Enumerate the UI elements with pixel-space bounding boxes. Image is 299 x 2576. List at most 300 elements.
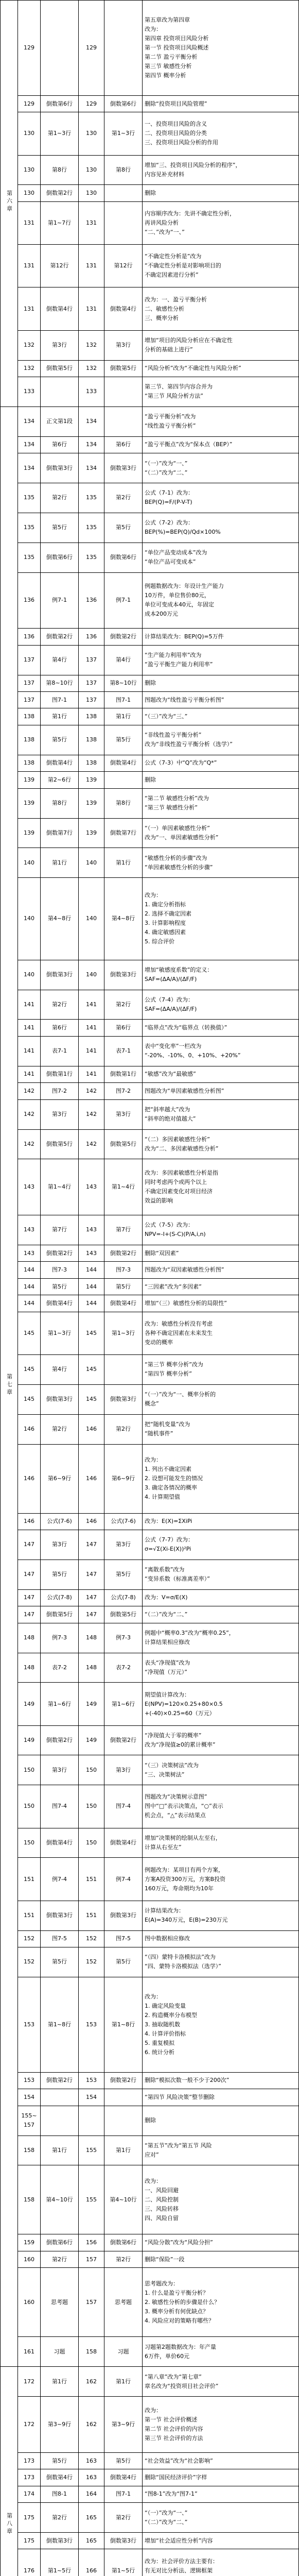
new-page-cell: 141	[79, 990, 104, 1020]
change-content-cell: “单位产品变动成本”改为 “单位产品可变成本”	[143, 543, 299, 572]
table-row	[1, 330, 299, 360]
new-location-cell: 倒数第3行	[104, 2533, 143, 2549]
new-page-cell: 135	[79, 513, 104, 543]
orig-page-cell: 149	[18, 1683, 41, 1725]
new-location-cell: 第1行	[104, 848, 143, 878]
orig-page-cell: 139	[18, 772, 41, 788]
chapter-cell	[1, 1, 18, 407]
orig-location-cell: 图8-1	[41, 2486, 79, 2502]
new-location-cell: 第2行	[104, 483, 143, 513]
orig-page-cell: 137	[18, 691, 41, 708]
new-location-cell: 倒数第4行	[104, 1828, 143, 1858]
orig-location-cell: 第6~9行	[41, 1444, 79, 1513]
new-location-cell: 图7-1	[104, 2486, 143, 2502]
new-page-cell: 148	[79, 1653, 104, 1683]
new-page-cell: 132	[79, 360, 104, 377]
new-page-cell: 137	[79, 691, 104, 708]
new-location-cell: 图7-2	[104, 1083, 143, 1099]
table-row	[1, 2234, 299, 2251]
change-content-cell: “敏感性分析的步骤”改为 “单因素敏感性分析的步骤”	[143, 848, 299, 878]
change-content-cell: 习题第2题数据改为：年产量 6万件，单价60元	[143, 2337, 299, 2367]
orig-page-cell: 140	[18, 848, 41, 878]
new-location-cell	[104, 185, 143, 201]
orig-location-cell: 图7-3	[41, 1262, 79, 1278]
new-location-cell: 第5行	[104, 1947, 143, 1977]
orig-location-cell: 表7-2	[41, 1653, 79, 1683]
new-page-cell: 153	[79, 2072, 104, 2089]
orig-location-cell: 倒数第5行	[41, 1606, 79, 1623]
table-row	[1, 2106, 299, 2136]
new-page-cell: 147	[79, 1560, 104, 1589]
orig-page-cell: 151	[18, 1901, 41, 1930]
new-page-cell: 155	[79, 2165, 104, 2234]
change-content-cell: 图题改为“线性盈亏平衡分析图”	[143, 691, 299, 708]
orig-location-cell: 第6行	[41, 436, 79, 453]
orig-page-cell: 174	[18, 2486, 41, 2502]
table-row	[1, 1278, 299, 1295]
new-page-cell: 130	[79, 185, 104, 201]
new-page-cell: 146	[79, 1513, 104, 1530]
orig-page-cell: 144	[18, 1295, 41, 1312]
change-content-cell: 改为： 一、风险回避 二、风险控制 三、风险转移 四、风险自留	[143, 2165, 299, 2234]
new-page-cell: 153	[79, 1977, 104, 2072]
change-content-cell: 改为：一、盈亏平衡分析 二、敏感性分析 三、概率分析	[143, 287, 299, 330]
orig-location-cell: 倒数第2行	[41, 185, 79, 201]
table-row	[1, 1606, 299, 1623]
change-content-cell: “第三节 概率分析”改为 “第四节 概率分析”	[143, 1354, 299, 1384]
orig-page-cell: 138	[18, 725, 41, 755]
orig-page-cell: 172	[18, 2367, 41, 2397]
orig-page-cell: 148	[18, 1653, 41, 1683]
new-location-cell	[104, 201, 143, 244]
new-location-cell: 图7-1	[104, 691, 143, 708]
table-row	[1, 2503, 299, 2533]
orig-location-cell: 第1行	[41, 2136, 79, 2165]
orig-page-cell: 136	[18, 629, 41, 645]
orig-page-cell: 142	[18, 1083, 41, 1099]
new-location-cell: 第2行	[104, 990, 143, 1020]
new-location-cell: 倒数第5行	[104, 360, 143, 377]
orig-page-cell: 176	[18, 2549, 41, 2576]
table-row	[1, 1159, 299, 1215]
new-page-cell: 163	[79, 2452, 104, 2469]
orig-location-cell: 习题	[41, 2337, 79, 2367]
table-row	[1, 2367, 299, 2397]
change-content-cell: 改为：V=σ/E(X)	[143, 1589, 299, 1606]
orig-location-cell: 第4~8行	[41, 878, 79, 960]
table-row	[1, 1245, 299, 1261]
table-row	[1, 1930, 299, 1947]
new-location-cell: 第6~9行	[104, 1444, 143, 1513]
new-location-cell: 第6行	[104, 1020, 143, 1036]
new-page-cell: 145	[79, 1312, 104, 1354]
new-page-cell: 146	[79, 1444, 104, 1513]
change-content-cell: 公式（7-5）改为： NPV=-I+(S-C)(P/A,i,n)	[143, 1215, 299, 1245]
change-content-cell: 改为： 1. 确定风险变量 2. 构造概率分布模型 3. 抽取随机数 4. 计算评价指标 5. 重复模拟 6. 统计分析	[143, 1977, 299, 2072]
table-row	[1, 2452, 299, 2469]
table-row	[1, 1513, 299, 1530]
table-row	[1, 543, 299, 572]
chapter-label: 第七章	[6, 1374, 13, 1397]
new-page-cell: 141	[79, 1036, 104, 1066]
orig-page-cell: 142	[18, 1099, 41, 1129]
new-location-cell: 例7-1	[104, 572, 143, 629]
orig-page-cell: 144	[18, 1278, 41, 1295]
orig-location-cell: 图7-1	[41, 691, 79, 708]
change-content-cell: “（二）”改为“二、”	[143, 1606, 299, 1623]
change-content-cell: 把“随机变量”改为 “随机事件”	[143, 1414, 299, 1444]
orig-page-cell: 147	[18, 1560, 41, 1589]
change-content-cell: “第五节”改为“第五节 风险 应对”	[143, 2136, 299, 2165]
orig-location-cell: 倒数第5行	[41, 1129, 79, 1159]
new-page-cell: 145	[79, 1354, 104, 1384]
orig-page-cell: 136	[18, 572, 41, 629]
change-content-cell: 删除	[143, 675, 299, 691]
table-row	[1, 483, 299, 513]
orig-page-cell: 173	[18, 2469, 41, 2486]
orig-location-cell: 第5行	[41, 1947, 79, 1977]
new-location-cell: 第3~9行	[104, 2397, 143, 2453]
new-location-cell: 图7-5	[104, 1930, 143, 1947]
new-page-cell: 137	[79, 675, 104, 691]
new-page-cell: 163	[79, 2469, 104, 2486]
table-row	[1, 2165, 299, 2234]
change-content-cell: 删除“双因素”	[143, 1245, 299, 1261]
orig-page-cell: 147	[18, 1589, 41, 1606]
new-page-cell: 136	[79, 572, 104, 629]
orig-location-cell: 第5行	[41, 1278, 79, 1295]
orig-page-cell: 145	[18, 1312, 41, 1354]
change-content-cell: 计算结果改为： E(A)=340万元，E(B)=230万元	[143, 1901, 299, 1930]
orig-page-cell: 143	[18, 1245, 41, 1261]
change-content-cell: 改为： 1. 列出不确定因素 2. 设想可能发生的情况 3. 确定各情况的概率 4. 计算期望值	[143, 1444, 299, 1513]
orig-location-cell: 倒数第1行	[41, 1066, 79, 1082]
change-content-cell: “生产能力利用率”改为 “盈亏平衡生产能力利用率”	[143, 645, 299, 675]
change-content-cell: 增加“敏感度系数”的定义： SAF=(ΔA/A)/(ΔF/F)	[143, 960, 299, 990]
table-row	[1, 878, 299, 960]
change-content-cell: “图8-1”改为“图7-1”	[143, 2486, 299, 2502]
table-row	[1, 436, 299, 453]
new-location-cell: 表7-2	[104, 1653, 143, 1683]
table-row	[1, 2397, 299, 2453]
new-location-cell: 第4~8行	[104, 878, 143, 960]
table-row	[1, 2486, 299, 2502]
change-content-cell: 思考题改为： 1. 什么是盈亏平衡分析？ 2. 敏感性分析的步骤是什么？ 3. 概率分析有何优缺点？ 4. 风险应对的策略有哪些？	[143, 2268, 299, 2337]
change-content-cell: “盈亏平衡分析”改为 “线性盈亏平衡分析”	[143, 406, 299, 436]
orig-location-cell	[41, 377, 79, 406]
change-content-cell: 删除“国民经济评价”字样	[143, 2469, 299, 2486]
new-location-cell: 第5行	[104, 513, 143, 543]
orig-location-cell: 第2行	[41, 483, 79, 513]
orig-location-cell: 第2行	[41, 1414, 79, 1444]
orig-location-cell: 公式(7-8)	[41, 1589, 79, 1606]
new-location-cell: 例7-4	[104, 1858, 143, 1901]
new-page-cell: 131	[79, 287, 104, 330]
new-location-cell: 第8行	[104, 155, 143, 185]
new-location-cell: 第3行	[104, 1099, 143, 1129]
table-row	[1, 406, 299, 436]
new-location-cell	[104, 2106, 143, 2136]
new-page-cell: 158	[79, 2337, 104, 2367]
orig-page-cell: 143	[18, 1215, 41, 1245]
table-row	[1, 1354, 299, 1384]
table-row	[1, 112, 299, 155]
orig-location-cell: 第4行	[41, 645, 79, 675]
change-content-cell: 图题改为“单因素敏感性分析图”	[143, 1083, 299, 1099]
change-content-cell: 改为：敏感性分析没有考虑 各种不确定因素在未来发生 变动的概率	[143, 1312, 299, 1354]
orig-page-cell: 133	[18, 377, 41, 406]
new-page-cell: 140	[79, 878, 104, 960]
new-location-cell: 第7行	[104, 1215, 143, 1245]
orig-location-cell: 第2行	[41, 2251, 79, 2267]
new-page-cell: 130	[79, 112, 104, 155]
new-page-cell: 140	[79, 960, 104, 990]
new-page-cell: 134	[79, 406, 104, 436]
orig-page-cell: 154	[18, 2089, 41, 2106]
change-content-cell: “（一）”改为“一、” “（二）”改为“二、”	[143, 453, 299, 483]
orig-location-cell: 正文第1段	[41, 406, 79, 436]
table-row	[1, 1262, 299, 1278]
orig-location-cell: 第5行	[41, 513, 79, 543]
change-content-cell: “（一）”改为“一、概率分析的 概念”	[143, 1384, 299, 1414]
new-location-cell: 倒数第6行	[104, 2234, 143, 2251]
new-page-cell: 134	[79, 436, 104, 453]
new-page-cell: 139	[79, 772, 104, 788]
orig-location-cell: 第2行	[41, 2503, 79, 2533]
chapter-cell	[1, 406, 18, 2366]
new-location-cell: 倒数第3行	[104, 453, 143, 483]
orig-page-cell: 134	[18, 406, 41, 436]
orig-page-cell: 150	[18, 1828, 41, 1858]
orig-location-cell: 倒数第3行	[41, 1384, 79, 1414]
table-row	[1, 1129, 299, 1159]
new-location-cell: 图7-4	[104, 1785, 143, 1828]
new-location-cell: 第2行	[104, 2503, 143, 2533]
change-content-cell: 一、投资项目风险的含义 二、投资项目风险的分类 三、投资项目风险分析的作用	[143, 112, 299, 155]
new-page-cell: 151	[79, 1858, 104, 1901]
table-row	[1, 2533, 299, 2549]
table-row	[1, 1083, 299, 1099]
orig-location-cell: 倒数第2行	[41, 1245, 79, 1261]
orig-location-cell: 倒数第3行	[41, 960, 79, 990]
change-content-cell: “风险分析”改为“不确定性与风险分析”	[143, 360, 299, 377]
new-location-cell: 倒数第1行	[104, 1066, 143, 1082]
new-location-cell: 第4行	[104, 645, 143, 675]
new-location-cell: 倒数第3行	[104, 960, 143, 990]
table-row	[1, 848, 299, 878]
table-row	[1, 2251, 299, 2267]
change-content-cell: 增加“三、投资项目风险分析的程序”， 内容见补充材料	[143, 155, 299, 185]
table-row	[1, 453, 299, 483]
orig-page-cell: 131	[18, 245, 41, 287]
orig-page-cell: 160	[18, 2251, 41, 2267]
change-content-cell: 图题改为“决策树示意图” 图中“□”表示决策点，“○”表示 机会点，“△”表示结果点	[143, 1785, 299, 1828]
new-location-cell: 倒数第4行	[104, 2469, 143, 2486]
orig-page-cell: 153	[18, 2072, 41, 2089]
new-location-cell: 倒数第3行	[104, 1901, 143, 1930]
new-page-cell: 150	[79, 1828, 104, 1858]
table-row	[1, 201, 299, 244]
orig-location-cell: 第5行	[41, 725, 79, 755]
change-content-cell: “离散系数”改为 “变异系数（标准离差率）”	[143, 1560, 299, 1589]
new-location-cell: 第6行	[104, 436, 143, 453]
new-page-cell: 139	[79, 788, 104, 818]
orig-page-cell: 130	[18, 155, 41, 185]
table-row	[1, 2072, 299, 2089]
orig-location-cell: 思考题	[41, 2268, 79, 2337]
table-row	[1, 513, 299, 543]
orig-page-cell: 141	[18, 1066, 41, 1082]
orig-page-cell: 147	[18, 1530, 41, 1560]
table-row	[1, 960, 299, 990]
new-location-cell: 第5行	[104, 2452, 143, 2469]
table-row	[1, 1785, 299, 1828]
table-row	[1, 287, 299, 330]
new-page-cell: 149	[79, 1683, 104, 1725]
orig-location-cell	[41, 2106, 79, 2136]
orig-page-cell: 160	[18, 2268, 41, 2337]
change-content-cell: “（二）多因素敏感性分析” 改为“二、多因素敏感性分析”	[143, 1129, 299, 1159]
orig-location-cell: 倒数第2行	[41, 629, 79, 645]
new-page-cell: 141	[79, 1066, 104, 1082]
change-content-cell: “非线性盈亏平衡分析” 改为“非线性盈亏平衡分析（选学）”	[143, 725, 299, 755]
new-page-cell: 134	[79, 453, 104, 483]
new-location-cell: 倒数第2行	[104, 2072, 143, 2089]
table-row	[1, 1020, 299, 1036]
orig-page-cell: 144	[18, 1262, 41, 1278]
table-row	[1, 1295, 299, 1312]
orig-page-cell: 142	[18, 1129, 41, 1159]
new-location-cell: 倒数第4行	[104, 287, 143, 330]
orig-location-cell: 倒数第4行	[41, 2469, 79, 2486]
orig-page-cell: 175	[18, 2533, 41, 2549]
orig-location-cell: 第1~3行	[41, 112, 79, 155]
change-content-cell: 改为： 1. 确定分析指标 2. 选择不确定因素 3. 计算影响程度 4. 确定敏感因素 5. 综合评价	[143, 878, 299, 960]
orig-location-cell: 倒数第2行	[41, 2072, 79, 2089]
new-location-cell: 第12行	[104, 245, 143, 287]
change-content-cell: 图题改为“双因素敏感性分析图”	[143, 1262, 299, 1278]
change-content-cell: 公式（7-7）改为： σ=√Σ(Xi-E(X))²Pi	[143, 1530, 299, 1560]
new-page-cell: 146	[79, 1414, 104, 1444]
new-page-cell: 149	[79, 1725, 104, 1755]
new-page-cell: 152	[79, 1930, 104, 1947]
orig-location-cell: 第5行	[41, 2452, 79, 2469]
table-row	[1, 2337, 299, 2367]
table-row	[1, 2136, 299, 2165]
new-location-cell: 第8~10行	[104, 675, 143, 691]
new-page-cell: 131	[79, 245, 104, 287]
change-content-cell: 公式（7-3）中“Q”改为“Q*”	[143, 755, 299, 771]
change-content-cell: “（一）”改为“一、” “（二）”改为“二、”	[143, 2503, 299, 2533]
new-page-cell: 139	[79, 818, 104, 848]
new-page-cell: 138	[79, 755, 104, 771]
table-row	[1, 818, 299, 848]
change-content-cell: 内容顺序改为：先讲不确定性分析， 再讲风险分析 “二、”改为“一、”	[143, 201, 299, 244]
orig-location-cell: 第6行	[41, 1020, 79, 1036]
orig-location-cell: 第5行	[41, 1560, 79, 1589]
change-content-cell: 图中数据相应修改	[143, 1930, 299, 1947]
new-location-cell: 表7-1	[104, 1036, 143, 1066]
table-row	[1, 1947, 299, 1977]
orig-location-cell: 倒数第3行	[41, 2533, 79, 2549]
new-location-cell: 第8行	[104, 788, 143, 818]
new-page-cell: 165	[79, 2533, 104, 2549]
table-row	[1, 1036, 299, 1066]
orig-page-cell: 140	[18, 960, 41, 990]
change-content-cell: 改为： 第一节 社会评价概述 第二节 社会评价的内容 第三节 社会评价的方法	[143, 2397, 299, 2453]
table-row	[1, 629, 299, 645]
orig-location-cell: 倒数第7行	[41, 818, 79, 848]
orig-location-cell: 公式(7-6)	[41, 1513, 79, 1530]
orig-page-cell: 148	[18, 1623, 41, 1653]
table-row	[1, 772, 299, 788]
orig-location-cell: 倒数第3行	[41, 1901, 79, 1930]
change-content-cell: 增加“项目的风险分析应在不确定性 分析的基础上进行”	[143, 330, 299, 360]
new-location-cell: 第1~8行	[104, 1977, 143, 2072]
new-page-cell: 143	[79, 1159, 104, 1215]
orig-location-cell: 第3行	[41, 1099, 79, 1129]
new-page-cell: 133	[79, 377, 104, 406]
orig-page-cell: 149	[18, 1725, 41, 1755]
change-content-cell: 删除	[143, 185, 299, 201]
change-content-cell: “社会效益”改为“社会影响”	[143, 2452, 299, 2469]
orig-page-cell: 150	[18, 1755, 41, 1785]
new-page-cell: 132	[79, 330, 104, 360]
orig-location-cell: 倒数第2行	[41, 1725, 79, 1755]
change-content-cell: 把“斜率越大”改为 “斜率的绝对值越大”	[143, 1099, 299, 1129]
change-content-cell: 表头“净现值”改为 “净现值（万元）”	[143, 1653, 299, 1683]
table-row	[1, 1725, 299, 1755]
orig-page-cell: 129	[18, 95, 41, 112]
new-location-cell	[104, 1354, 143, 1384]
orig-location-cell: 第3行	[41, 1530, 79, 1560]
new-location-cell: 倒数第5行	[104, 1129, 143, 1159]
new-page-cell: 142	[79, 1129, 104, 1159]
new-location-cell	[104, 772, 143, 788]
orig-page-cell: 132	[18, 330, 41, 360]
new-location-cell: 第1~3行	[104, 1312, 143, 1354]
new-page-cell: 162	[79, 2397, 104, 2453]
table-row	[1, 645, 299, 675]
new-page-cell: 129	[79, 95, 104, 112]
new-location-cell	[104, 1, 143, 96]
orig-page-cell: 146	[18, 1414, 41, 1444]
new-page-cell: 164	[79, 2486, 104, 2502]
new-location-cell: 第2行	[104, 2251, 143, 2267]
orig-location-cell: 倒数第3行	[41, 453, 79, 483]
orig-page-cell: 150	[18, 1785, 41, 1828]
table-row	[1, 1828, 299, 1858]
orig-location-cell: 第3行	[41, 330, 79, 360]
new-page-cell: 144	[79, 1295, 104, 1312]
orig-location-cell: 倒数第4行	[41, 1295, 79, 1312]
table-row	[1, 1623, 299, 1653]
change-content-cell: “风险分散”改为“风险分担”	[143, 2234, 299, 2251]
orig-page-cell: 159	[18, 2234, 41, 2251]
new-location-cell: 第1行	[104, 708, 143, 725]
table-row	[1, 377, 299, 406]
table-row	[1, 360, 299, 377]
orig-page-cell: 146	[18, 1513, 41, 1530]
new-location-cell	[104, 377, 143, 406]
change-content-cell: “临界点”改为“临界点（转换值）”	[143, 1020, 299, 1036]
change-content-cell: “第四节 风险决策”整节删除	[143, 2089, 299, 2106]
orig-page-cell: 143	[18, 1159, 41, 1215]
new-page-cell: 156	[79, 2234, 104, 2251]
new-page-cell: 165	[79, 2503, 104, 2533]
table-row	[1, 1755, 299, 1785]
orig-location-cell: 例7-3	[41, 1623, 79, 1653]
